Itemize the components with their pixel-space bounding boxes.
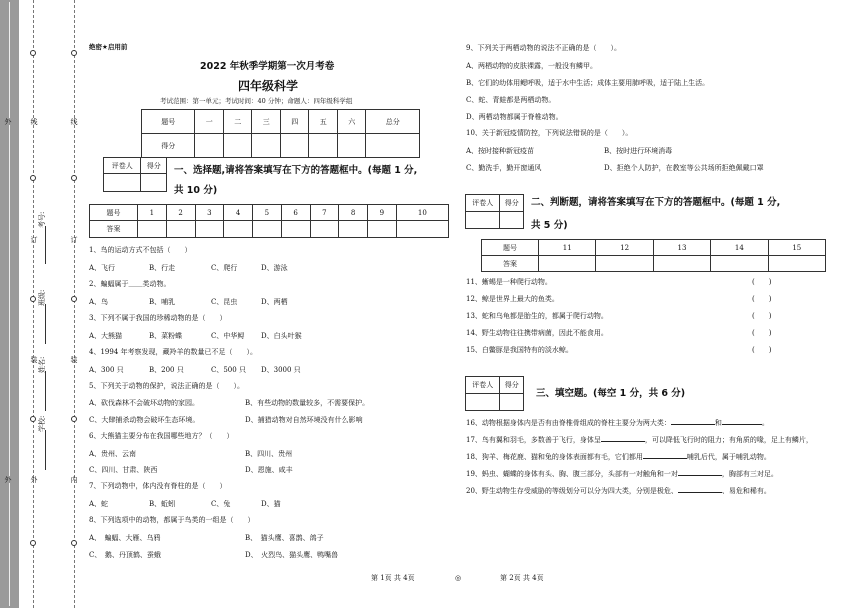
option[interactable]: C、蛇、青蛙都是两栖动物。 [466, 96, 556, 104]
binding-hole [71, 540, 77, 546]
grader-score-input[interactable] [500, 212, 524, 229]
section1-title-cont: 共 10 分) [174, 185, 218, 196]
field-school-line[interactable] [45, 430, 46, 470]
margin-wai-char-3: 外 [30, 476, 38, 484]
option[interactable]: D、游泳 [261, 264, 288, 272]
option[interactable]: B、四川、贵州 [245, 450, 293, 458]
option[interactable]: B、菜粉蝶 [149, 332, 183, 340]
answer-input[interactable] [253, 221, 282, 238]
answer-header-cell: 7 [310, 205, 339, 221]
q17-text-a: 17、鸟有翼和羽毛，多数善于飞行，身体呈 [466, 436, 601, 444]
option[interactable]: B、200 只 [149, 366, 184, 374]
judge-bracket[interactable]: ( ) [752, 329, 772, 337]
grader-input[interactable] [466, 212, 500, 229]
option[interactable]: A、 蝙蝠、大雁、乌鸦 [89, 534, 161, 542]
fill-blank[interactable] [643, 451, 687, 459]
exam-subject: 四年级科学 [238, 79, 299, 93]
judge-bracket[interactable]: ( ) [752, 346, 772, 354]
option[interactable]: D、3000 只 [261, 366, 301, 374]
field-school: 学校: [38, 415, 46, 432]
field-exam-number: 考号: [38, 211, 46, 228]
answer-label: 答案 [482, 256, 539, 272]
question-16 [466, 417, 769, 428]
fill-blank[interactable] [671, 417, 715, 425]
answer-label: 答案 [90, 221, 138, 238]
option[interactable]: C、500 只 [211, 366, 246, 374]
binding-hole [71, 175, 77, 181]
q18-text-a: 18、狗羊、梅花鹿、猫和兔的身体表面都有毛，它们都用 [466, 453, 643, 461]
field-class-line[interactable] [45, 304, 46, 344]
score-cell: 六 [337, 110, 366, 134]
margin-ding-char-inner: 订 [70, 236, 78, 244]
answer-header-cell: 题号 [90, 205, 138, 221]
answer-grid-2 [481, 239, 826, 272]
binding-line-outer [9, 2, 10, 606]
page-number-left: 第 1页 共 4页 [371, 574, 415, 582]
option[interactable]: A、砍伐森林不会破坏动物的家园。 [89, 399, 200, 407]
grader-box-1 [103, 157, 167, 192]
grader-score-label: 得分 [500, 195, 524, 212]
q17-text-b: ，可以降低飞行时的阻力；有角质的喙，足上有鳞片， [644, 436, 813, 444]
answer-header-cell: 9 [368, 205, 397, 221]
question-15: 15、白鳖豚是我国特有的淡水鲸。 [466, 346, 573, 354]
grader-score-input[interactable] [141, 174, 167, 192]
answer-input[interactable] [711, 256, 768, 272]
q20-text-a: 20、野生动物生存受威胁的等级划分可以分为四大类，分别是极危、 [466, 487, 678, 495]
option[interactable]: C、大肆捕杀动物会破坏生态环境。 [89, 416, 200, 424]
option[interactable]: D、两栖动物都属于脊椎动物。 [466, 113, 563, 121]
fill-blank[interactable] [601, 434, 645, 442]
answer-input[interactable] [281, 221, 310, 238]
answer-header-cell: 6 [281, 205, 310, 221]
q16-text-a: 16、动物根据身体内是否有由脊椎骨组成的脊柱主要分为两大类： [466, 419, 671, 427]
grader-input[interactable] [104, 174, 141, 192]
judge-bracket[interactable]: ( ) [752, 295, 772, 303]
margin-zhuang-char-inner: 装 [70, 356, 78, 364]
score-input[interactable] [223, 134, 252, 158]
question-8: 8、下列选项中的动物，都属于鸟类的一组是（ ） [89, 516, 255, 524]
answer-input[interactable] [768, 256, 825, 272]
answer-header-cell: 13 [653, 240, 710, 256]
score-input[interactable] [366, 134, 420, 158]
margin-line-char: 线 [30, 118, 38, 126]
answer-input[interactable] [596, 256, 653, 272]
question-20 [466, 485, 771, 496]
question-2: 2、蝙蝠属于＿＿类动物。 [89, 280, 171, 288]
score-cell: 一 [195, 110, 224, 134]
grader-score-input[interactable] [500, 394, 524, 411]
grader-input[interactable] [466, 394, 500, 411]
q16-text-c: 。 [761, 419, 769, 427]
answer-input[interactable] [138, 221, 167, 238]
answer-input[interactable] [224, 221, 253, 238]
question-19 [466, 468, 778, 479]
option[interactable]: A、大熊猫 [89, 332, 123, 340]
question-4: 4、1994 年考察发现，藏羚羊的数量已不足（ ）。 [89, 348, 257, 356]
option[interactable]: A、鸟 [89, 298, 109, 306]
answer-input[interactable] [539, 256, 596, 272]
score-cell: 题号 [142, 110, 195, 134]
grader-box-2 [465, 194, 524, 229]
option[interactable]: A、按时接种新冠疫苗 [466, 147, 535, 155]
option[interactable]: C、昆虫 [211, 298, 238, 306]
answer-header-cell: 1 [138, 205, 167, 221]
binding-hole [30, 175, 36, 181]
margin-ding-char: 订 [30, 236, 38, 244]
q16-text-b: 和 [714, 419, 722, 427]
margin-line-char-inner: 线 [70, 118, 78, 126]
option[interactable]: C、四川、甘肃、陕西 [89, 466, 158, 474]
answer-input[interactable] [166, 221, 195, 238]
question-1: 1、鸟的运动方式不包括（ ） [89, 246, 192, 254]
score-cell: 得分 [142, 134, 195, 158]
score-input[interactable] [195, 134, 224, 158]
answer-input[interactable] [339, 221, 368, 238]
binding-hole [71, 50, 77, 56]
option[interactable]: B、按时进行环境消毒 [604, 147, 673, 155]
answer-input[interactable] [653, 256, 710, 272]
question-3: 3、下列不属于我国的珍稀动物的是（ ） [89, 314, 227, 322]
option[interactable]: A、300 只 [89, 366, 124, 374]
option[interactable]: B、有些动物的数量较多，不需要保护。 [245, 399, 370, 407]
score-input[interactable] [309, 134, 338, 158]
option[interactable]: D、 火烈鸟、猫头鹰、鸭嘴兽 [245, 551, 339, 559]
fill-blank[interactable] [722, 417, 762, 425]
binding-hole [30, 540, 36, 546]
answer-input[interactable] [396, 221, 448, 238]
answer-header-cell: 8 [339, 205, 368, 221]
question-18 [466, 451, 771, 462]
option[interactable]: D、恩施、咸丰 [245, 466, 293, 474]
fill-blank[interactable] [678, 485, 722, 493]
judge-bracket[interactable]: ( ) [752, 312, 772, 320]
option[interactable]: C、兔 [211, 500, 231, 508]
answer-header-cell: 12 [596, 240, 653, 256]
question-14: 14、野生动物往往携带病菌，因此不能食用。 [466, 329, 608, 337]
binding-hole [30, 296, 36, 302]
option[interactable]: D、猫 [261, 500, 281, 508]
section2-title: 二、判断题，请将答案填写在下方的答题框中。(每题 1 分, [531, 197, 781, 208]
answer-input[interactable] [310, 221, 339, 238]
q19-text-a: 19、蚂虫、蝴蝶的身体有头、胸、腹三部分，头部有一对触角和一对 [466, 470, 678, 478]
q19-text-b: ，胸部有三对足。 [721, 470, 778, 478]
question-7: 7、下列动物中，体内没有脊柱的是（ ） [89, 482, 227, 490]
answer-header-cell: 11 [539, 240, 596, 256]
question-10: 10、关于新冠疫情防控，下列说法错误的是（ ）。 [466, 129, 633, 137]
binding-hole [30, 416, 36, 422]
answer-input[interactable] [195, 221, 224, 238]
question-13: 13、蛇和乌龟都是胎生的，都属于爬行动物。 [466, 312, 608, 320]
grader-label: 评卷人 [466, 377, 500, 394]
exam-info: 考试范围：第一单元；考试时间：40 分钟；命题人：四年级科学组 [160, 97, 353, 105]
option[interactable]: B、哺乳 [149, 298, 176, 306]
score-input[interactable] [337, 134, 366, 158]
question-6: 6、大熊猫主要分布在我国哪些地方？（ ） [89, 432, 234, 440]
page-number-right: 第 2页 共 4页 [500, 574, 544, 582]
section2-title-cont: 共 5 分) [531, 220, 568, 231]
option[interactable]: A、飞行 [89, 264, 116, 272]
answer-header-cell: 2 [166, 205, 195, 221]
answer-header-cell: 5 [253, 205, 282, 221]
answer-header-cell: 4 [224, 205, 253, 221]
field-name-line[interactable] [45, 371, 46, 411]
q20-text-b: 、易危和稀有。 [721, 487, 771, 495]
option[interactable]: B、它们的幼体用鳃呼吸，适于水中生活；成体主要用肺呼吸，适于陆上生活。 [466, 79, 710, 87]
grader-score-label: 得分 [141, 158, 167, 174]
option[interactable]: D、拒绝个人防护，在教室等公共场所拒绝佩戴口罩 [604, 164, 764, 172]
option[interactable]: A、两栖动物的皮肤裸露，一般没有鳞甲。 [466, 62, 598, 70]
question-12: 12、鲸是世界上最大的鱼类。 [466, 295, 559, 303]
option[interactable]: C、爬行 [211, 264, 238, 272]
answer-header-cell: 3 [195, 205, 224, 221]
page-center-mark: ◎ [455, 574, 462, 582]
answer-header-cell: 15 [768, 240, 825, 256]
option[interactable]: D、白头叶猴 [261, 332, 302, 340]
question-9: 9、下列关于两栖动物的说法不正确的是（ ）。 [466, 44, 621, 52]
answer-header-cell: 题号 [482, 240, 539, 256]
margin-nei-char: 内 [70, 476, 78, 484]
margin-wai-char-2: 外 [4, 476, 12, 484]
fill-blank[interactable] [678, 468, 722, 476]
field-name: 姓名: [38, 356, 46, 373]
q18-text-b: 哺乳后代，属于哺乳动物。 [686, 453, 771, 461]
binding-hole [71, 296, 77, 302]
judge-bracket[interactable]: ( ) [752, 278, 772, 286]
answer-grid-1 [89, 204, 449, 238]
option[interactable]: C、 鹅、丹顶鹤、蚕蛾 [89, 551, 161, 559]
answer-input[interactable] [368, 221, 397, 238]
grader-label: 评卷人 [466, 195, 500, 212]
question-5: 5、下列关于动物的保护，说法正确的是（ ）。 [89, 382, 244, 390]
option[interactable]: C、勤洗手，勤开窗通风 [466, 164, 542, 172]
option[interactable]: A、贵州、云南 [89, 450, 137, 458]
exam-title: 2022 年秋季学期第一次月考卷 [200, 61, 335, 72]
section1-title: 一、选择题,请将答案填写在下方的答题框中。(每题 1 分, [174, 165, 418, 176]
field-exam-number-line[interactable] [45, 226, 46, 264]
section3-title: 三、填空题。(每空 1 分，共 6 分) [536, 388, 686, 399]
binding-line-inner [74, 0, 75, 608]
secret-mark: 绝密★启用前 [89, 43, 128, 51]
grader-label: 评卷人 [104, 158, 141, 174]
binding-line-middle [33, 0, 34, 608]
binding-hole [30, 50, 36, 56]
option[interactable]: D、捕猎动物对自然环境没有什么影响 [245, 416, 363, 424]
score-input[interactable] [280, 134, 309, 158]
option[interactable]: B、 猫头鹰、喜鹊、鸽子 [245, 534, 324, 542]
grader-score-label: 得分 [500, 377, 524, 394]
score-table [141, 109, 420, 158]
score-cell: 五 [309, 110, 338, 134]
binding-hole [71, 416, 77, 422]
margin-zhuang-char: 装 [30, 356, 38, 364]
answer-header-cell: 14 [711, 240, 768, 256]
grader-box-3 [465, 376, 524, 411]
option[interactable]: D、两栖 [261, 298, 288, 306]
question-17 [466, 434, 813, 445]
score-input[interactable] [252, 134, 281, 158]
margin-wai-char: 外 [4, 118, 12, 126]
score-cell: 四 [280, 110, 309, 134]
option[interactable]: C、中华鲟 [211, 332, 245, 340]
question-11: 11、蜥蜴是一种爬行动物。 [466, 278, 552, 286]
answer-header-cell: 10 [396, 205, 448, 221]
field-class: 班级: [38, 289, 46, 306]
score-cell: 三 [252, 110, 281, 134]
score-cell: 二 [223, 110, 252, 134]
option[interactable]: B、行走 [149, 264, 176, 272]
score-cell: 总分 [366, 110, 420, 134]
option[interactable]: A、蛇 [89, 500, 109, 508]
option[interactable]: B、蚯蚓 [149, 500, 176, 508]
